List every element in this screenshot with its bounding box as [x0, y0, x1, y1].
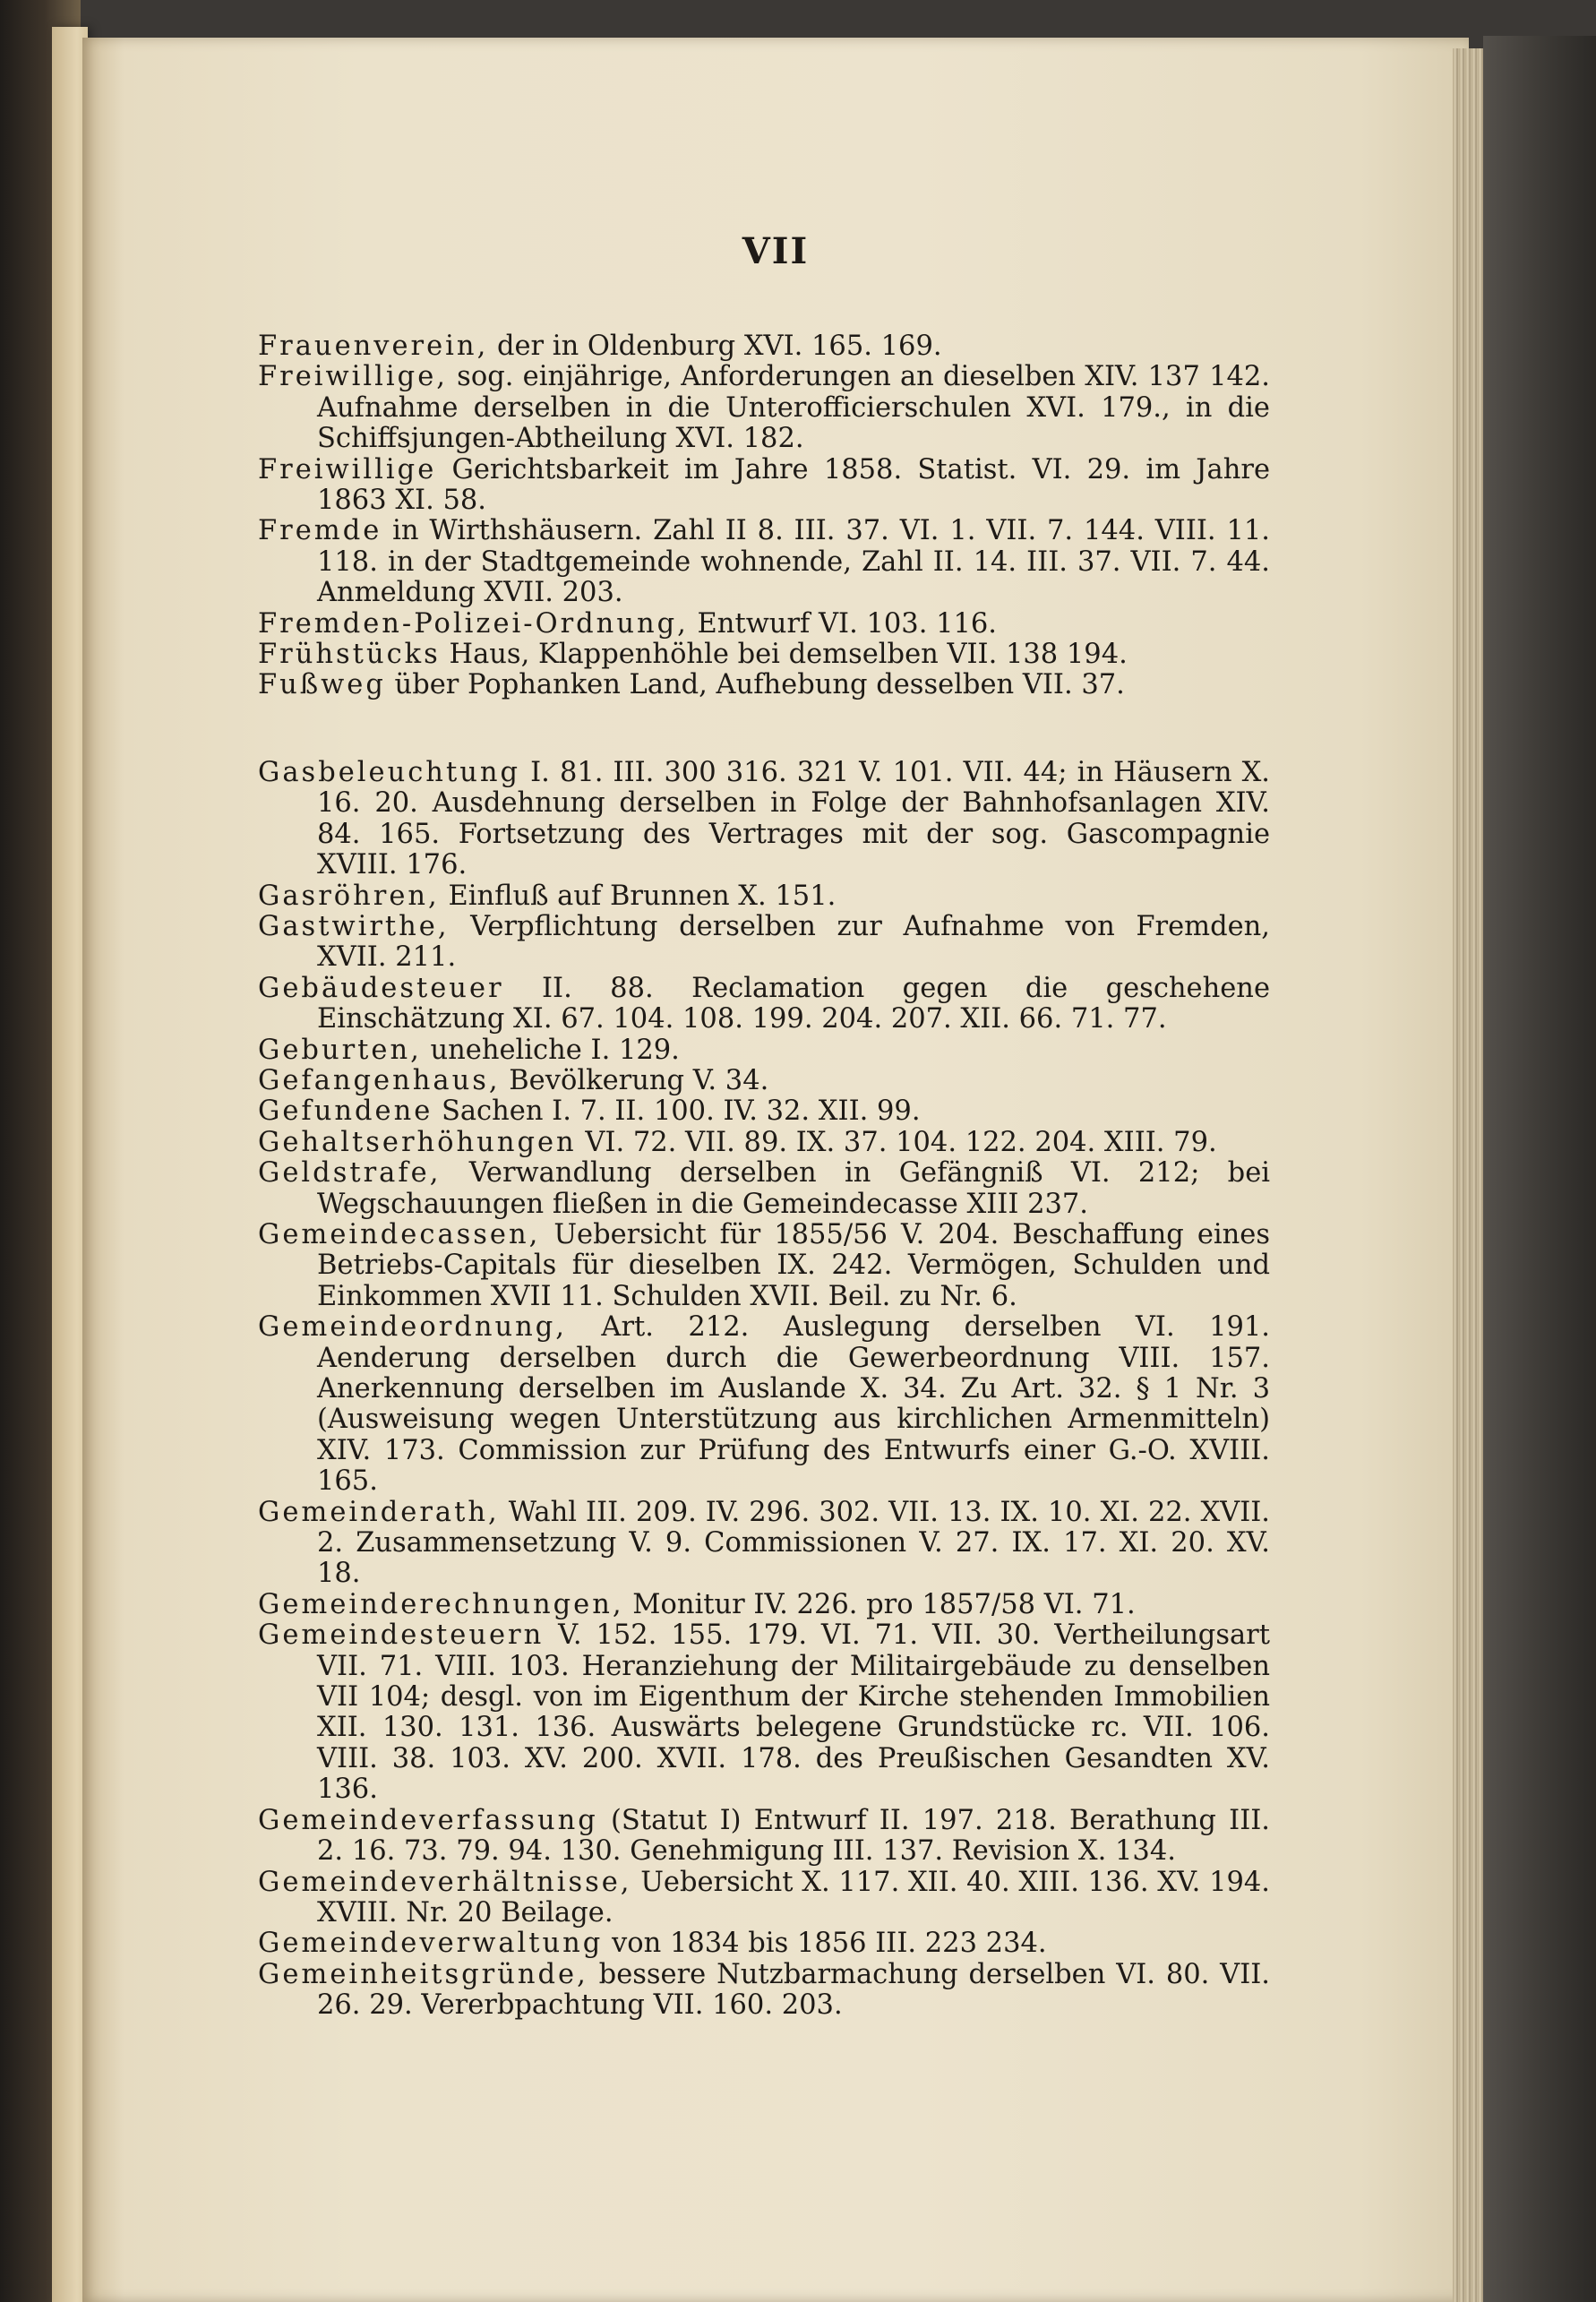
entry-headword: Gemeindeverfassung	[258, 1804, 598, 1836]
entry-references: Sachen I. 7. II. 100. IV. 32. XII. 99.	[433, 1095, 921, 1128]
entry-headword: Gemeinderath,	[258, 1496, 500, 1528]
index-entry	[258, 670, 1270, 700]
entry-references: Einfluß auf Brunnen X. 151.	[439, 880, 837, 912]
index-entry	[258, 1498, 1270, 1590]
index-entry	[258, 912, 1270, 974]
entry-references: Uebersicht für 1855/56 V. 204. Beschaffung eines Betriebs-Capitals für dieselben IX. 242. Vermögen, Schulden und Einkommen XVII 11. Schulden XVII. Beil. zu Nr. 6.	[317, 1218, 1270, 1312]
entry-headword: Geburten,	[258, 1034, 422, 1066]
entry-references: Art. 212. Auslegung derselben VI. 191. Aenderung derselben durch die Gewerbeordnung VIII. 157. Anerkennung derselben im Auslande X. 34. Zu Art. 32. § 1 Nr. 3 (Ausweisung wegen Unterstützung aus kirchlichen Armenmitteln) XIV. 173. Commission zur Prüfung des Entwurfs einer G.-O. XVIII. 165.	[317, 1311, 1270, 1498]
index-entry	[258, 1806, 1270, 1868]
entry-headword: Gemeinheitsgründe,	[258, 1958, 588, 1990]
entry-references: Monitur IV. 226. pro 1857/58 VI. 71.	[623, 1588, 1136, 1620]
index-section-f	[258, 331, 1270, 701]
entry-references: (Statut I) Entwurf II. 197. 218. Berathung III. 2. 16. 73. 79. 94. 130. Genehmigung III. 137. Revision X. 134.	[317, 1804, 1270, 1868]
entry-references: Bevölkerung V. 34.	[500, 1064, 769, 1096]
index-entries	[258, 331, 1270, 2022]
entry-headword: Fremden-Polizei-Ordnung,	[258, 607, 689, 640]
entry-references: V. 152. 155. 179. VI. 71. VII. 30. Vertheilungsart VII. 71. VIII. 103. Heranziehung der Militairgebäude zu denselben VII 104; desgl. von im Eigenthum der Kirche stehenden Immobilien XII. 130. 131. 136. Auswärts belegene Grundstücke rc. VII. 106. VIII. 38. 103. XV. 200. XVII. 178. des Preußischen Gesandten XV. 136.	[317, 1619, 1270, 1806]
entry-headword: Gebäudesteuer	[258, 972, 504, 1004]
entry-headword: Gemeindeverhältnisse,	[258, 1866, 632, 1898]
entry-headword: Gemeindesteuern	[258, 1619, 545, 1652]
index-entry	[258, 331, 1270, 362]
index-entry	[258, 1868, 1270, 1929]
index-entry	[258, 640, 1270, 670]
entry-references: über Pophanken Land, Aufhebung desselben VII. 37.	[385, 669, 1125, 701]
index-entry	[258, 881, 1270, 912]
entry-references: II. 88. Reclamation gegen die geschehene Einschätzung XI. 67. 104. 108. 199. 204. 207. XII. 66. 71. 77.	[317, 972, 1270, 1035]
entry-references: Verwandlung derselben in Gefängniß VI. 212; bei Wegschauungen fließen in die Gemeindecasse XIII 237.	[317, 1157, 1270, 1220]
entry-headword: Gefangenhaus,	[258, 1064, 501, 1096]
index-entry	[258, 1066, 1270, 1096]
index-entry	[258, 1096, 1270, 1127]
entry-headword: Gemeinderechnungen,	[258, 1588, 624, 1620]
entry-headword: Frauenverein,	[258, 331, 489, 362]
entry-references: VI. 72. VII. 89. IX. 37. 104. 122. 204. XIII. 79.	[576, 1126, 1217, 1158]
index-entry	[258, 1220, 1270, 1312]
entry-headword: Fußweg	[258, 669, 386, 701]
entry-references: in Wirthshäusern. Zahl II 8. III. 37. VI. 1. VII. 7. 144. VIII. 11. 118. in der Stadtgemeinde wohnende, Zahl II. 14. III. 37. VII. 7. 44. Anmeldung XVII. 203.	[317, 515, 1270, 609]
page-content	[82, 38, 1469, 2302]
entry-references: bessere Nutzbarmachung derselben VI. 80. VII. 26. 29. Vererbpachtung VII. 160. 203.	[317, 1958, 1270, 2022]
entry-references: I. 81. III. 300 316. 321 V. 101. VII. 44; in Häusern X. 16. 20. Ausdehnung derselben in Folge der Bahnhofsanlagen XIV. 84. 165. Fortsetzung des Vertrages mit der sog. Gascompagnie XVIII. 176.	[317, 756, 1270, 881]
entry-references: Haus, Klappenhöhle bei demselben VII. 138 194.	[440, 639, 1128, 671]
entry-references: uneheliche I. 129.	[421, 1034, 680, 1066]
entry-references: Wahl III. 209. IV. 296. 302. VII. 13. IX. 10. XI. 22. XVII. 2. Zusammensetzung V. 9. Commissionen V. 27. IX. 17. XI. 20. XV. 18.	[317, 1496, 1270, 1590]
index-entry	[258, 1035, 1270, 1066]
entry-headword: Gemeindecassen,	[258, 1218, 541, 1250]
entry-references: Verpflichtung derselben zur Aufnahme von Fremden, XVII. 211.	[317, 910, 1270, 974]
book-cover-right	[1483, 36, 1596, 2302]
entry-headword: Gemeindeordnung,	[258, 1311, 567, 1344]
entry-headword: Freiwillige,	[258, 361, 448, 393]
entry-references: Uebersicht X. 117. XII. 40. XIII. 136. XV. 194. XVIII. Nr. 20 Beilage.	[317, 1866, 1270, 1928]
section-gap	[258, 701, 1270, 758]
index-entry	[258, 1960, 1270, 2022]
entry-headword: Gemeindeverwaltung	[258, 1928, 604, 1960]
entry-headword: Gasbeleuchtung	[258, 756, 521, 788]
entry-references: Gerichtsbarkeit im Jahre 1858. Statist. VI. 29. im Jahre 1863 XI. 58.	[317, 453, 1270, 517]
entry-headword: Fremde	[258, 515, 382, 547]
entry-references: der in Oldenburg XVI. 165. 169.	[488, 331, 942, 362]
entry-headword: Gastwirthe,	[258, 910, 450, 942]
index-section-g	[258, 758, 1270, 2022]
index-entry	[258, 1128, 1270, 1158]
index-entry	[258, 1590, 1270, 1620]
entry-headword: Freiwillige	[258, 453, 437, 485]
page-stack-edges	[1453, 48, 1483, 2302]
entry-headword: Gehaltserhöhungen	[258, 1126, 577, 1158]
index-entry	[258, 1620, 1270, 1805]
index-entry	[258, 758, 1270, 881]
index-entry	[258, 1928, 1270, 1959]
index-entry	[258, 516, 1270, 608]
index-entry	[258, 1158, 1270, 1220]
entry-references: Entwurf VI. 103. 116.	[688, 607, 997, 640]
entry-headword: Gefundene	[258, 1095, 433, 1128]
entry-headword: Geldstrafe,	[258, 1157, 442, 1190]
entry-headword: Gasröhren,	[258, 880, 440, 912]
index-entry	[258, 609, 1270, 640]
index-entry	[258, 974, 1270, 1035]
book-page	[82, 38, 1469, 2302]
entry-references: von 1834 bis 1856 III. 223 234.	[603, 1928, 1047, 1960]
page-number: VII	[742, 230, 810, 272]
entry-references: sog. einjährige, Anforderungen an dieselben XIV. 137 142. Aufnahme derselben in die Unterofficierschulen XVI. 179., in die Schiffsjungen-Abtheilung XVI. 182.	[317, 361, 1270, 455]
index-entry	[258, 362, 1270, 454]
index-entry	[258, 455, 1270, 517]
index-entry	[258, 1312, 1270, 1497]
entry-headword: Frühstücks	[258, 639, 441, 671]
